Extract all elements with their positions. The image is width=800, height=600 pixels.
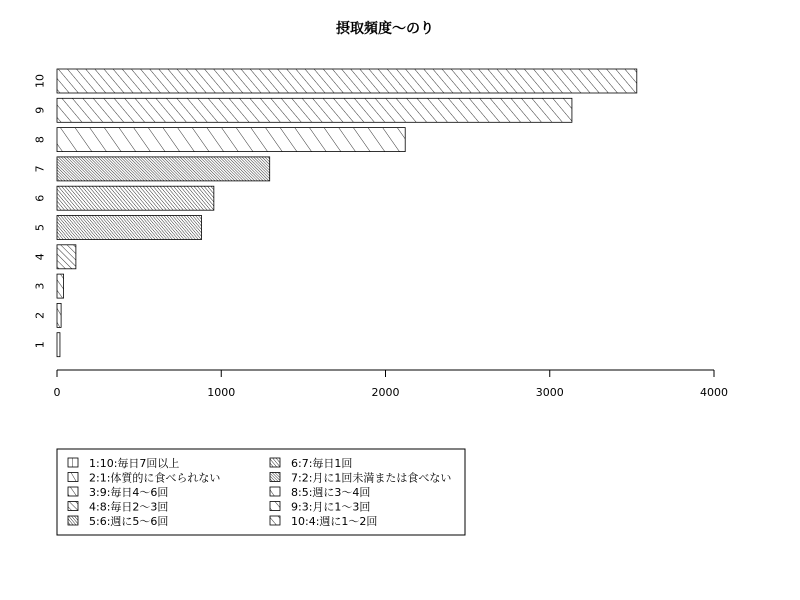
y-tick-label: 6 bbox=[33, 194, 47, 202]
x-tick-label: 1000 bbox=[207, 386, 236, 399]
legend-label: 10:4:週に1〜2回 bbox=[291, 515, 378, 528]
y-tick-label: 7 bbox=[33, 165, 47, 173]
chart-title: 摂取頻度〜のり bbox=[336, 21, 434, 37]
x-tick-label: 2000 bbox=[371, 386, 400, 399]
bar-8 bbox=[57, 128, 405, 152]
legend bbox=[57, 449, 465, 535]
bar-1 bbox=[57, 333, 60, 357]
legend-swatch bbox=[68, 487, 78, 496]
legend-swatch bbox=[270, 458, 280, 467]
legend-label: 2:1:体質的に食べられない bbox=[89, 471, 221, 485]
legend-swatch bbox=[68, 502, 78, 511]
bar-10 bbox=[57, 69, 637, 93]
bars-group bbox=[57, 69, 637, 357]
y-tick-label: 10 bbox=[33, 74, 47, 88]
legend-swatch bbox=[270, 487, 280, 496]
legend-swatch bbox=[270, 516, 280, 525]
bar-5 bbox=[57, 216, 202, 240]
bar-6 bbox=[57, 186, 214, 210]
bar-3 bbox=[57, 274, 64, 298]
legend-label: 5:6:週に5〜6回 bbox=[89, 515, 169, 528]
bar-7 bbox=[57, 157, 270, 181]
legend-label: 4:8:毎日2〜3回 bbox=[89, 500, 169, 514]
y-tick-label: 8 bbox=[33, 136, 47, 144]
x-tick-label: 3000 bbox=[535, 386, 564, 399]
legend-label: 9:3:月に1〜3回 bbox=[291, 500, 371, 514]
y-tick-label: 9 bbox=[33, 106, 47, 114]
legend-swatch bbox=[270, 502, 280, 511]
y-tick-label: 3 bbox=[33, 282, 47, 290]
legend-swatch bbox=[68, 516, 78, 525]
x-tick-label: 0 bbox=[53, 386, 61, 399]
x-axis bbox=[54, 370, 729, 399]
y-tick-label: 4 bbox=[33, 253, 47, 261]
legend-swatch bbox=[270, 473, 280, 482]
legend-label: 1:10:毎日7回以上 bbox=[89, 457, 180, 470]
y-tick-labels bbox=[34, 74, 47, 348]
bar-9 bbox=[57, 98, 572, 122]
legend-label: 6:7:毎日1回 bbox=[291, 457, 353, 470]
legend-label: 3:9:毎日4〜6回 bbox=[89, 486, 169, 499]
y-tick-label: 5 bbox=[33, 224, 47, 231]
x-tick-label: 4000 bbox=[700, 386, 728, 399]
legend-swatch bbox=[68, 473, 78, 482]
y-tick-label: 2 bbox=[33, 311, 47, 319]
y-tick-label: 1 bbox=[33, 341, 47, 349]
legend-label: 7:2:月に1回未満または食べない bbox=[291, 471, 452, 485]
legend-label: 8:5:週に3〜4回 bbox=[291, 486, 371, 499]
bar-2 bbox=[57, 303, 61, 327]
bar-4 bbox=[57, 245, 76, 269]
legend-swatch bbox=[68, 458, 78, 467]
